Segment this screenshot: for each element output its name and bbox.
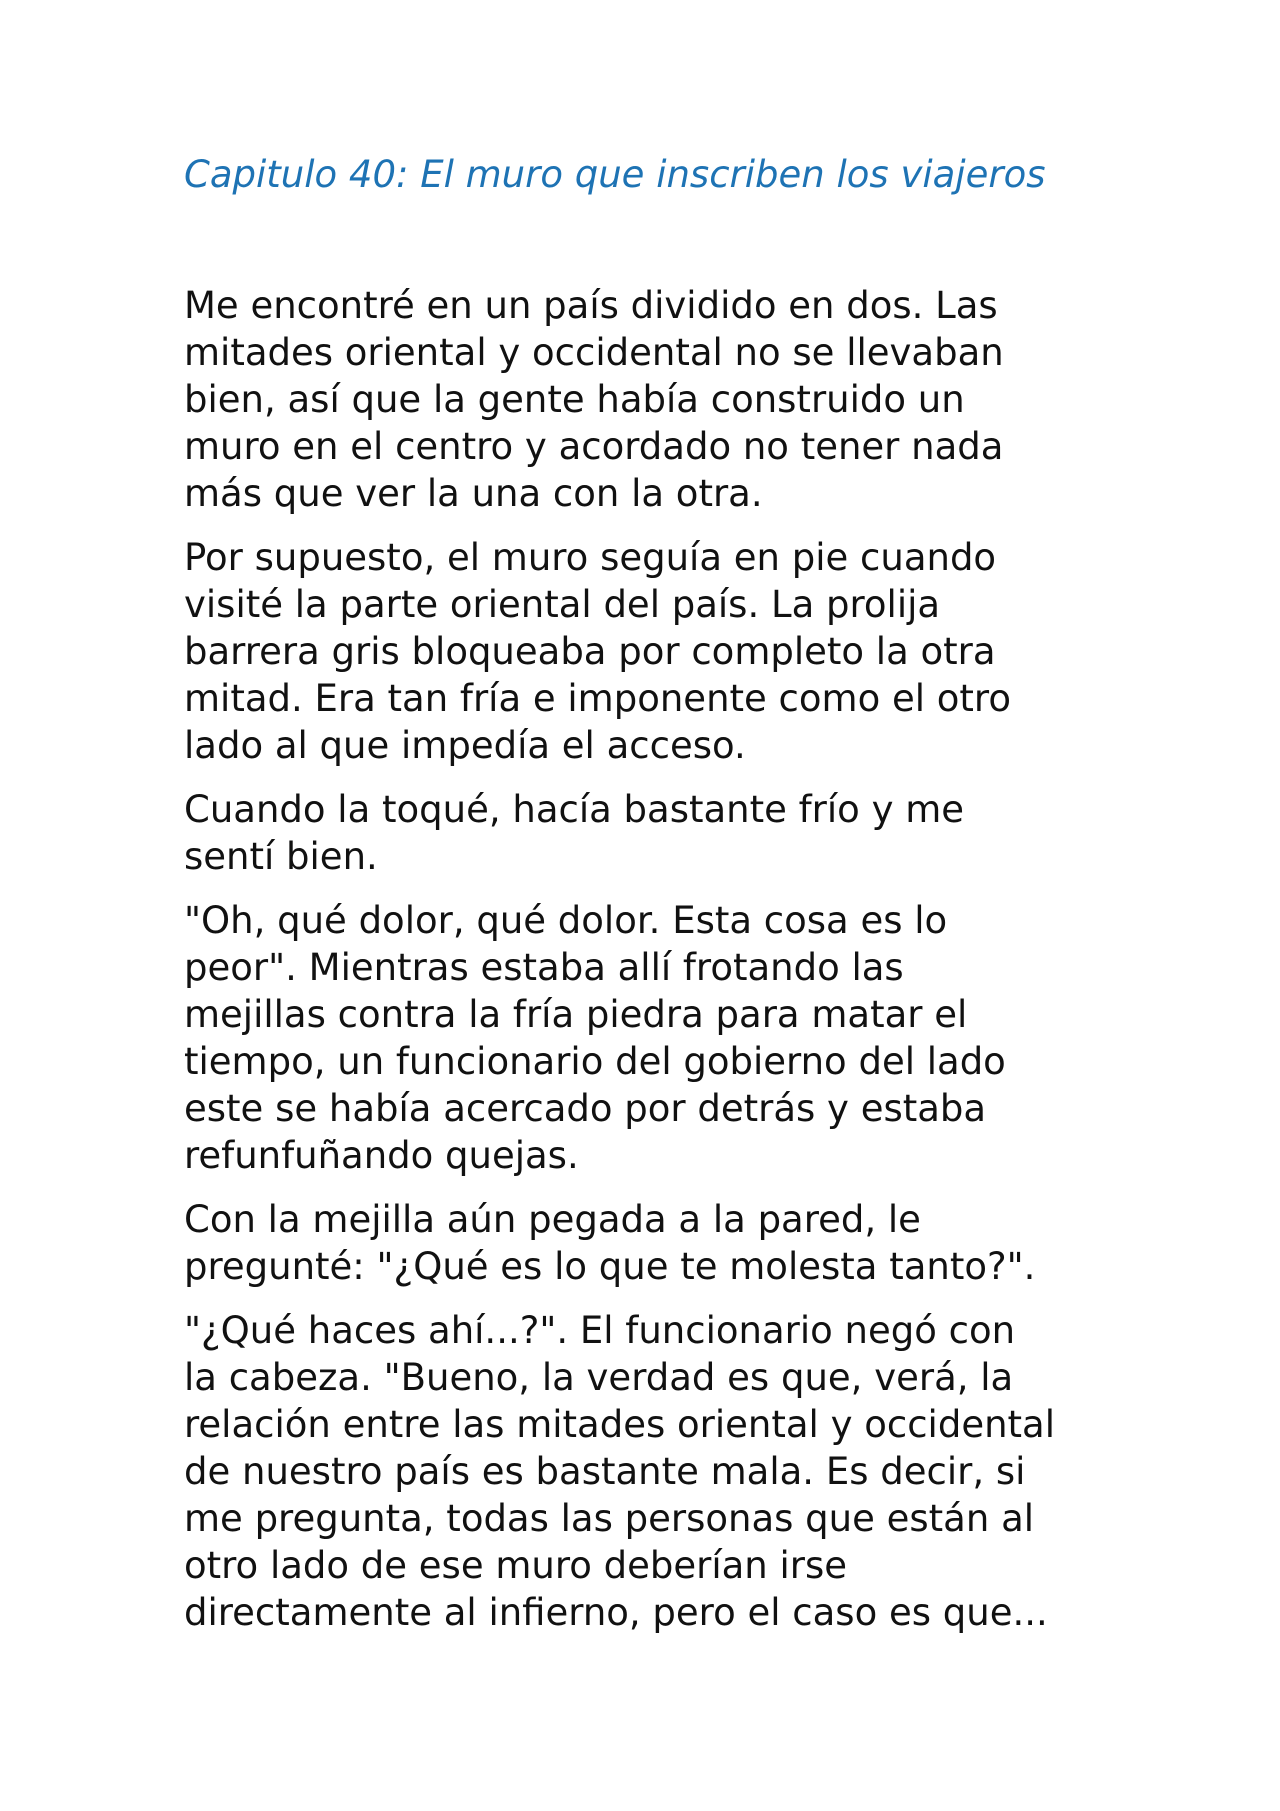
text-line: más que ver la una con la otra.	[184, 472, 763, 515]
text-line: Con la mejilla aún pegada a la pared, le	[184, 1198, 921, 1241]
text-line: pregunté: "¿Qué es lo que te molesta tanto?".	[184, 1245, 1036, 1288]
text-line: muro en el centro y acordado no tener nada	[184, 425, 1004, 468]
text-line: otro lado de ese muro deberían irse	[184, 1544, 848, 1587]
paragraph-1	[184, 282, 1104, 517]
chapter-body	[184, 282, 1104, 1653]
text-line: "¿Qué haces ahí...?". El funcionario negó con	[184, 1309, 1016, 1352]
paragraph-3	[184, 786, 1104, 880]
paragraph-6	[184, 1307, 1104, 1636]
paragraph-5	[184, 1196, 1104, 1290]
text-line: visité la parte oriental del país. La prolija	[184, 583, 941, 626]
text-line: bien, así que la gente había construido un	[184, 378, 965, 421]
text-line: de nuestro país es bastante mala. Es decir, si	[184, 1450, 1026, 1493]
text-line: tiempo, un funcionario del gobierno del lado	[184, 1040, 1006, 1083]
text-line: mitad. Era tan fría e imponente como el otro	[184, 677, 1011, 720]
paragraph-4	[184, 897, 1104, 1179]
text-line: "Oh, qué dolor, qué dolor. Esta cosa es lo	[184, 899, 948, 942]
text-line: Por supuesto, el muro seguía en pie cuando	[184, 536, 997, 579]
text-line: barrera gris bloqueaba por completo la otra	[184, 630, 996, 673]
paragraph-2	[184, 534, 1104, 769]
text-line: sentí bien.	[184, 835, 378, 878]
text-line: peor". Mientras estaba allí frotando las	[184, 946, 904, 989]
text-line: mitades oriental y occidental no se llevaban	[184, 331, 1004, 374]
text-line: directamente al infierno, pero el caso es que...	[184, 1591, 1048, 1634]
text-line: me pregunta, todas las personas que están al	[184, 1497, 1035, 1540]
text-line: mejillas contra la fría piedra para matar el	[184, 993, 968, 1036]
text-line: este se había acercado por detrás y estaba	[184, 1087, 987, 1130]
text-line: Cuando la toqué, hacía bastante frío y me	[184, 788, 965, 831]
text-line: relación entre las mitades oriental y occidental	[184, 1403, 1055, 1446]
text-line: lado al que impedía el acceso.	[184, 724, 746, 767]
text-line: Me encontré en un país dividido en dos. Las	[184, 284, 998, 327]
text-line: la cabeza. "Bueno, la verdad es que, verá, la	[184, 1356, 1014, 1399]
chapter-title: Capitulo 40: El muro que inscriben los viajeros	[184, 153, 1046, 196]
text-line: refunfuñando quejas.	[184, 1134, 579, 1177]
